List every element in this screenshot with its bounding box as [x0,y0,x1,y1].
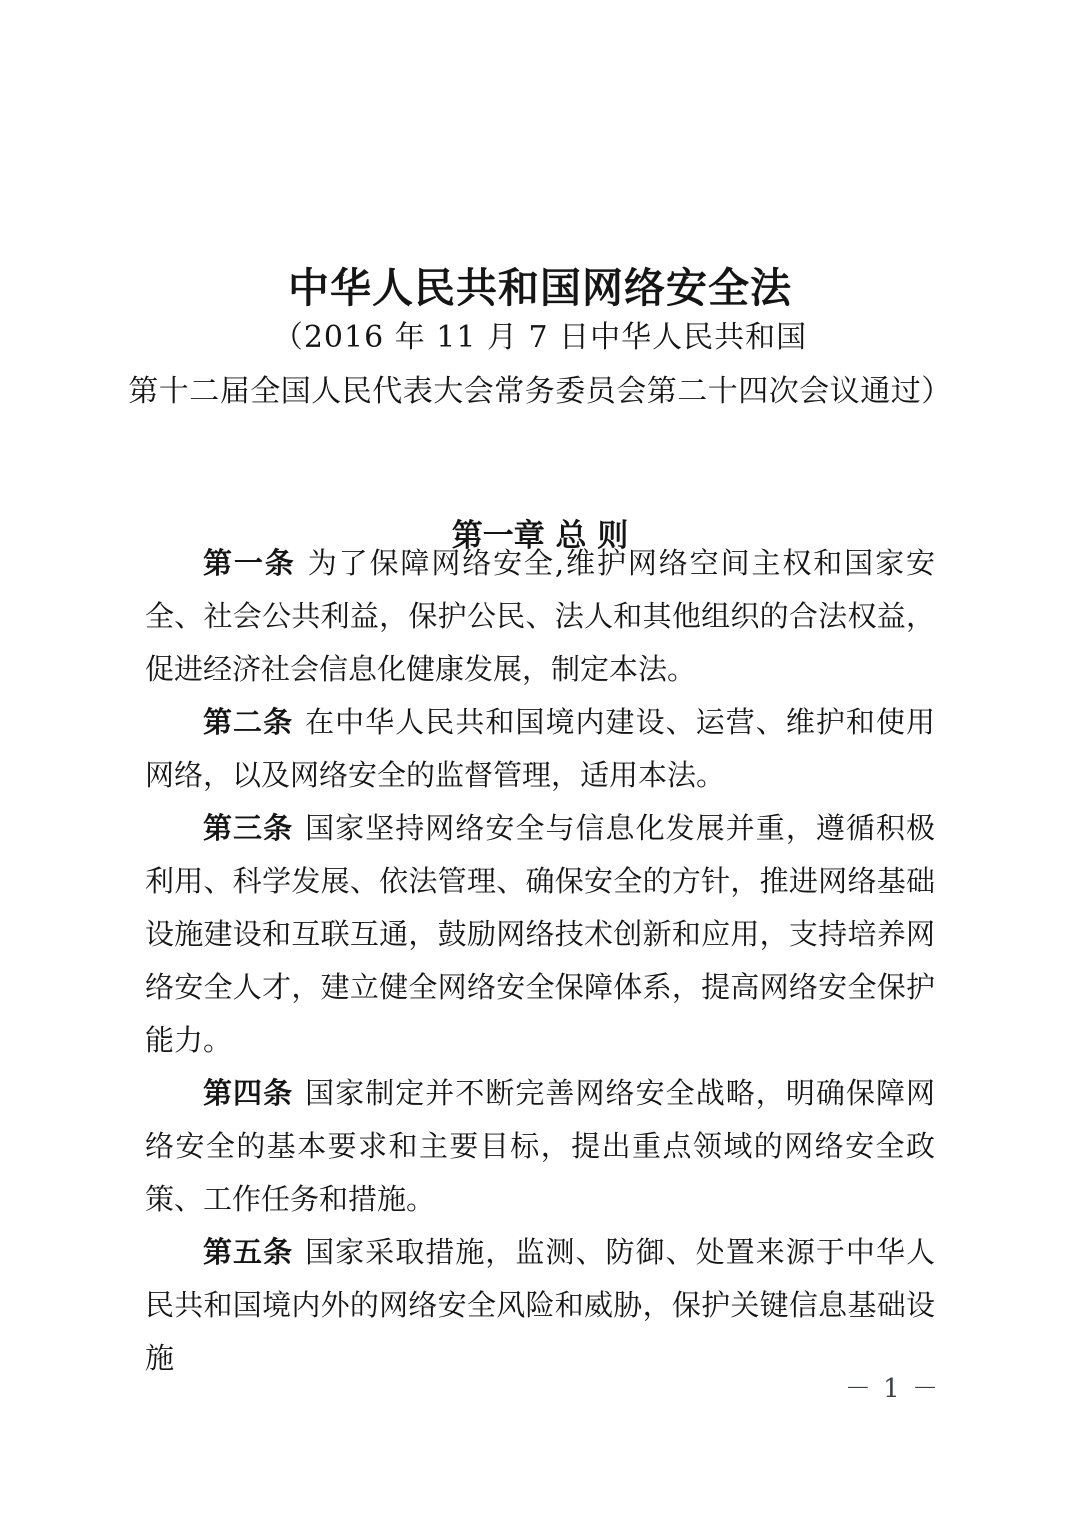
article-3-text: 国家坚持网络安全与信息化发展并重，遵循积极利用、科学发展、依法管理、确保安全的方针，推进网络基础设施建设和互联互通，鼓励网络技术创新和应用，支持培养网络安全人才，建立健全网络安全保障体系，提高网络安全保护能力。 [145,811,935,1057]
article-paragraph-3 [145,802,935,1067]
article-2-label: 第二条 [203,705,294,739]
article-5-text: 国家采取措施，监测、防御、处置来源于中华人民共和国境内外的网络安全风险和威胁，保护关键信息基础设施 [145,1235,935,1375]
page-number: － 1 － [844,1374,940,1404]
article-3-label: 第三条 [203,811,294,845]
enactment-line-2: 第十二届全国人民代表大会常务委员会第二十四次会议通过） [128,374,952,409]
article-4-label: 第四条 [203,1076,294,1110]
article-body [145,537,935,1385]
article-paragraph-4 [145,1067,935,1226]
article-paragraph-2 [145,696,935,802]
article-5-label: 第五条 [203,1235,294,1269]
document-title: 中华人民共和国网络安全法 [288,264,792,313]
article-paragraph-1 [145,537,935,696]
enactment-line-1: （2016 年 11 月 7 日中华人民共和国 [272,320,808,355]
article-1-text: 为了保障网络安全,维护网络空间主权和国家安全、社会公共利益，保护公民、法人和其他组织的合法权益，促进经济社会信息化健康发展，制定本法。 [145,546,935,686]
chapter-heading: 第一章 总 则 [451,517,629,554]
article-4-text: 国家制定并不断完善网络安全战略，明确保障网络安全的基本要求和主要目标，提出重点领域的网络安全政策、工作任务和措施。 [145,1076,935,1216]
article-2-text: 在中华人民共和国境内建设、运营、维护和使用网络，以及网络安全的监督管理，适用本法。 [145,705,935,792]
article-1-label: 第一条 [203,546,296,580]
article-paragraph-5 [145,1226,935,1385]
